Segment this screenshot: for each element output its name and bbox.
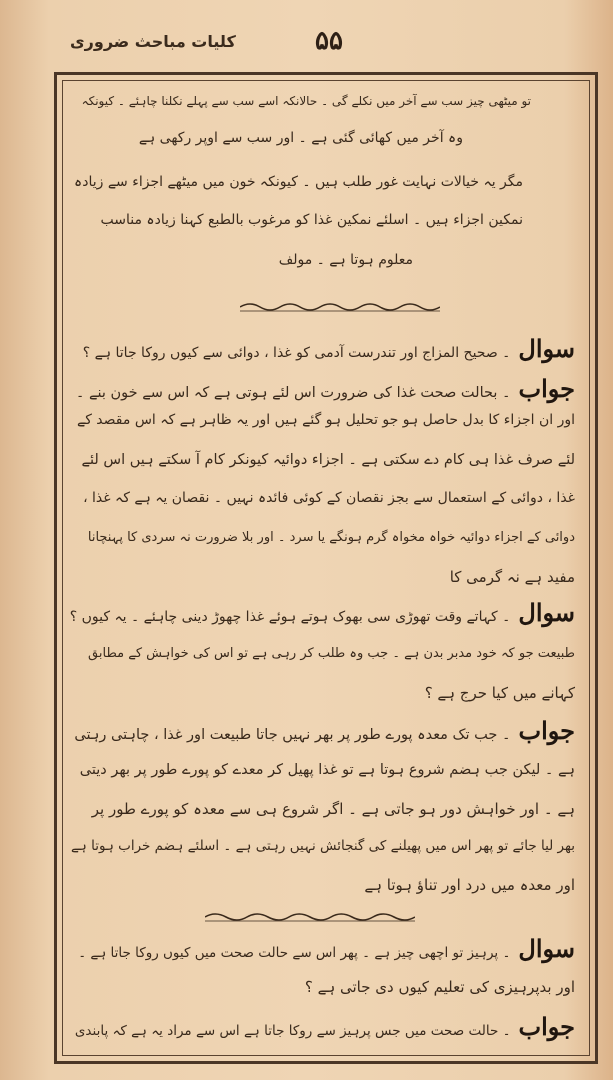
answer-line: ہے ۔ اور خواہش دور ہو جاتی ہے ۔ اگر شروع ہی سے معدہ کو پورے طور پر — [91, 800, 575, 818]
page-number: ۵۵ — [315, 26, 343, 56]
answer-line: بھر لیا جائے تو پھر اس میں پھیلنے کی گنجائش نہیں رہتی ہے ۔ اسلئے ہضم خراب ہوتا ہے — [70, 838, 575, 854]
note-line: وہ آخر میں کھائی گئی ہے ۔ اور سب سے اوپر رکھی ہے — [138, 130, 463, 146]
note-line: نمکین اجزاء ہیں ۔ اسلئے نمکین غذا کو مرغوب بالطبع کہنا زیادہ مناسب — [100, 212, 523, 228]
answer-label: جواب — [518, 374, 575, 403]
answer-line: ہے ۔ لیکن جب ہضم شروع ہوتا ہے تو غذا پھیل کر معدے کو پورے طور پر بھر دیتی — [79, 762, 575, 778]
question-label: سوال — [518, 934, 575, 963]
answer-line: مفید ہے نہ گرمی کا — [449, 568, 575, 586]
question-line: سوال۔ صحیح المزاج اور تندرست آدمی کو غذا ، دوائی سے کیوں روکا جاتا ہے ؟ — [82, 334, 575, 363]
question-label: سوال — [518, 598, 575, 627]
question-line: اور بدپرہیزی کی تعلیم کیوں دی جاتی ہے ؟ — [304, 978, 575, 996]
answer-line: دوائی کے اجزاء دوائیہ خواہ مخواہ گرم ہونگے یا سرد ۔ اور بلا ضرورت نہ سردی کا پہنچانا — [87, 530, 575, 545]
running-title: کلیات مباحث ضروری — [70, 32, 236, 51]
question-line: سوال۔ کہاتے وقت تھوڑی سی بھوک ہوتے ہوئے غذا چھوڑ دینی چاہئے ۔ یہ کیوں ؟ — [69, 598, 575, 627]
answer-label: جواب — [518, 716, 575, 745]
question-label: سوال — [518, 334, 575, 363]
divider-ornament — [205, 910, 415, 924]
answer-line: اور ان اجزاء کا بدل حاصل ہو جو تحلیل ہو گئے ہیں اور یہ ظاہر ہے کہ اس مقصد کے — [76, 412, 575, 428]
note-line: تو میٹھی چیز سب سے آخر میں نکلے گی ۔ حالانکہ اسے سب سے پہلے نکلنا چاہئے ۔ کیونکہ — [81, 94, 531, 108]
divider-ornament — [240, 300, 440, 314]
question-line: طبیعت جو کہ خود مدبر بدن ہے ۔ جب وہ طلب کر رہی ہے تو اس کی خواہش کے مطابق — [88, 646, 575, 661]
answer-line: جواب۔ حالت صحت میں جس پرہیز سے روکا جاتا ہے اس سے مراد یہ ہے کہ پابندی — [74, 1012, 575, 1041]
question-line: سوال۔ پرہیز تو اچھی چیز ہے ۔ پھر اس سے حالت صحت میں کیوں روکا جاتا ہے ۔ — [78, 934, 575, 963]
note-line: مگر یہ خیالات نہایت غور طلب ہیں ۔ کیونکہ خون میں میٹھے اجزاء سے زیادہ — [74, 174, 523, 190]
answer-label: جواب — [518, 1012, 575, 1041]
question-line: کہانے میں کیا حرج ہے ؟ — [424, 684, 575, 702]
answer-line: لئے صرف غذا ہی کام دے سکتی ہے ۔ اجزاء دوائیہ کیونکر کام آ سکتے ہیں اس لئے — [81, 452, 575, 468]
answer-line: جواب۔ بحالت صحت غذا کی ضرورت اس لئے ہوتی ہے کہ اس سے خون بنے ۔ — [75, 374, 575, 403]
answer-line: اور معدہ میں درد اور تناؤ ہوتا ہے — [364, 876, 575, 894]
answer-line: غذا ، دوائی کے استعمال سے بجز نقصان کے کوئی فائدہ نہیں ۔ نقصان یہ ہے کہ غذا ، — [83, 490, 575, 506]
note-line: معلوم ہوتا ہے ۔ مولف — [278, 252, 413, 268]
answer-line: جواب۔ جب تک معدہ پورے طور پر بھر نہیں جاتا طبیعت اور غذا ، چاہتی رہتی — [74, 716, 575, 745]
